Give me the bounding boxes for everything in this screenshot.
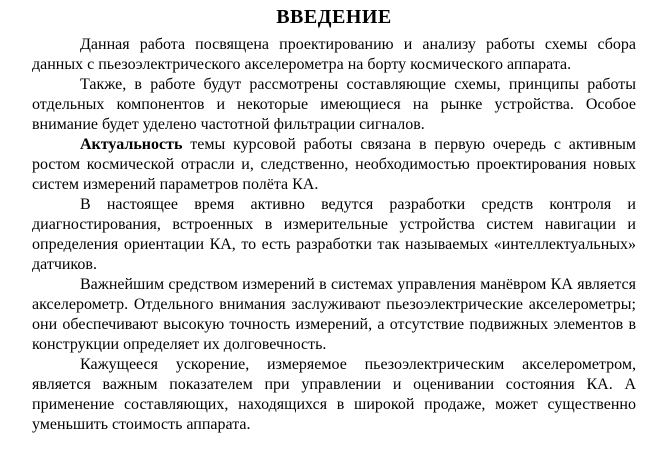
paragraph-relevance [32, 135, 636, 195]
paragraph-current-state [32, 195, 636, 275]
relevance-keyword: Актуальность [80, 136, 183, 153]
document-title: ВВЕДЕНИЕ [276, 6, 392, 28]
paragraph-components [32, 75, 636, 135]
paragraph-intro [32, 35, 636, 75]
paragraph-text: Также, в работе будут рассмотрены составляющие схемы, принципы работы отдельных компонентов и некоторые имеющиеся на рынке устройства. Особое внимание будет уделено частотной фильтрации сигналов. [32, 76, 636, 133]
document-page [32, 4, 636, 435]
paragraph-apparent-acceleration [32, 355, 636, 435]
paragraph-accelerometer [32, 275, 636, 355]
paragraph-text: Данная работа посвящена проектированию и анализу работы схемы сбора данных с пьезоэлектрического акселерометра на борту космического аппарата. [32, 36, 636, 73]
paragraph-text: В настоящее время активно ведутся разработки средств контроля и диагностирования, встроенных в измерительные устройства систем навигации и определения ориентации КА, то есть разработки так называемых «интеллектуальных» датчиков. [32, 196, 636, 273]
paragraph-text: Кажущееся ускорение, измеряемое пьезоэлектрическим акселерометром, является важным показателем при управлении и оценивании состояния КА. А применение составляющих, находящихся в широкой продаже, может существенно уменьшить стоимость аппарата. [32, 356, 636, 433]
paragraph-text: темы курсовой работы связана в первую очередь с активным ростом космической отрасли и, следственно, необходимостью проектирования новых систем измерений параметров полёта КА. [32, 136, 636, 193]
paragraph-text: Важнейшим средством измерений в системах управления манёвром КА является акселерометр. Отдельного внимания заслуживают пьезоэлектрические акселерометры; они обеспечивают высокую точность измерений, а отсутствие подвижных элементов в конструкции определяет их долговечность. [32, 276, 636, 353]
